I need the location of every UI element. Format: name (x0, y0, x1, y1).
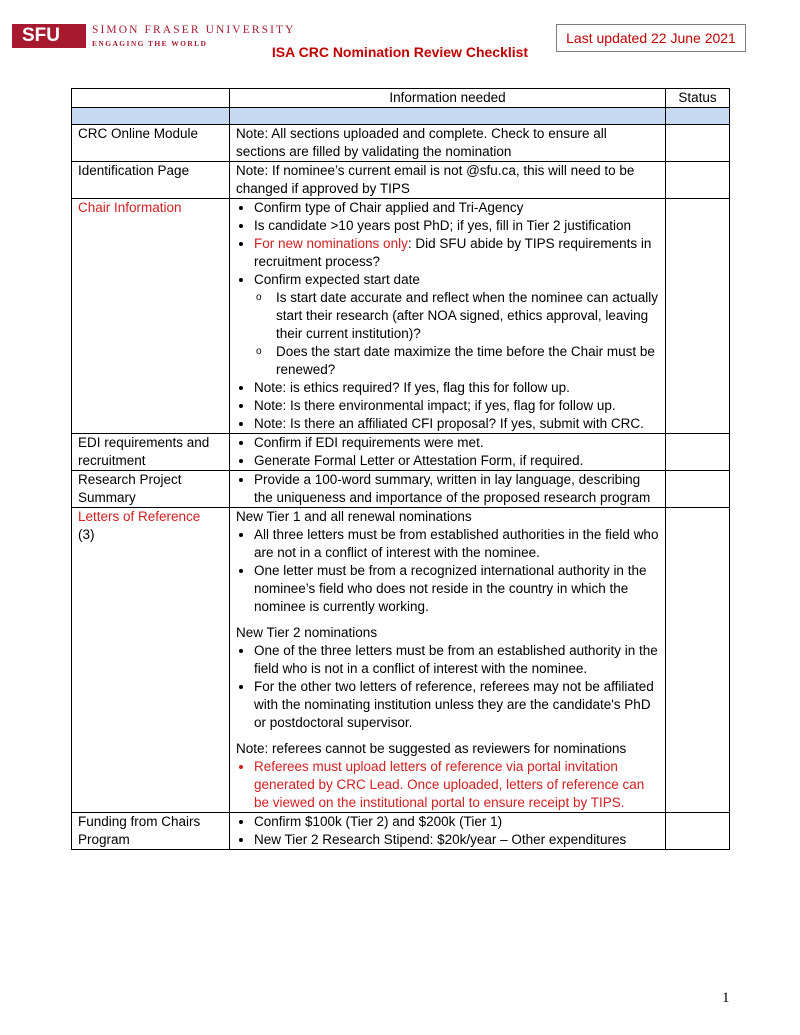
status-cell[interactable] (666, 471, 730, 508)
table-row-funding (72, 813, 730, 850)
header-blank-cell (72, 89, 230, 108)
logo-mark: SFU (12, 24, 86, 48)
last-updated-box: Last updated 22 June 2021 (556, 24, 746, 52)
bullet-list (236, 758, 659, 812)
bullet-list (236, 526, 659, 616)
logo-tagline: ENGAGING THE WORLD (92, 38, 208, 48)
list-item: • New Tier 2 Research Stipend: $20k/year – Other expenditures (254, 831, 659, 849)
status-cell[interactable] (666, 199, 730, 434)
list-item: • Confirm type of Chair applied and Tri-Agency (254, 199, 659, 217)
status-cell[interactable] (666, 434, 730, 471)
table-header-row (72, 89, 730, 108)
table-row-chair-info (72, 199, 730, 434)
row-info (230, 813, 666, 850)
row-label: CRC Online Module (72, 125, 230, 162)
bullet-list (236, 471, 659, 507)
sub-list-item: o Is start date accurate and reflect when the nominee can actually start their research (after NOA signed, ethics approval, leaving their current institution)? (276, 289, 659, 343)
subheading: New Tier 1 and all renewal nominations (236, 509, 472, 524)
status-cell[interactable] (666, 162, 730, 199)
sub-list-item: o Does the start date maximize the time before the Chair must be renewed? (276, 343, 659, 379)
list-item: • Generate Formal Letter or Attestation Form, if required. (254, 452, 659, 470)
table-row-edi (72, 434, 730, 471)
list-item: • Is candidate >10 years post PhD; if yes, fill in Tier 2 justification (254, 217, 659, 235)
logo-name: SIMON FRASER UNIVERSITY (92, 24, 296, 36)
bullet-list (236, 199, 659, 433)
red-text: For new nominations only (254, 236, 408, 251)
table-row-identification (72, 162, 730, 199)
row-label: Chair Information (72, 199, 230, 434)
note: Note: referees cannot be suggested as reviewers for nominations (236, 741, 627, 756)
table-row-online-module (72, 125, 730, 162)
row-info (230, 508, 666, 813)
list-item: • For new nominations only: Did SFU abide by TIPS requirements in recruitment process? (254, 235, 659, 271)
status-cell[interactable] (666, 508, 730, 813)
list-item: • Provide a 100-word summary, written in lay language, describing the uniqueness and importance of the proposed research program (254, 471, 659, 507)
list-item: • One letter must be from a recognized international authority in the nominee’s field who does not reside in the country in which the nominee is currently working. (254, 562, 659, 616)
header-status: Status (666, 89, 730, 108)
list-item: • Note: is ethics required? If yes, flag this for follow up. (254, 379, 659, 397)
list-item: • All three letters must be from established authorities in the field who are not in a conflict of interest with the nominee. (254, 526, 659, 562)
bullet-list (236, 813, 659, 849)
list-item: • Referees must upload letters of reference via portal invitation generated by CRC Lead. Once uploaded, letters of reference can be viewed on the institutional portal to ensure receipt by TIPS. (254, 758, 659, 812)
list-item: • One of the three letters must be from an established authority in the field who is not in a conflict of interest with the nominee. (254, 642, 659, 678)
status-cell[interactable] (666, 125, 730, 162)
status-cell[interactable] (666, 813, 730, 850)
document-title: ISA CRC Nomination Review Checklist (271, 44, 529, 60)
header-info-needed: Information needed (230, 89, 666, 108)
bullet-list (236, 434, 659, 470)
row-label: Research Project Summary (72, 471, 230, 508)
page-number: 1 (722, 990, 730, 1006)
row-info (230, 471, 666, 508)
shaded-row (72, 108, 730, 125)
list-item: • For the other two letters of reference, referees may not be affiliated with the nominating institution unless they are the candidate's PhD or postdoctoral supervisor. (254, 678, 659, 732)
sub-list (254, 289, 659, 379)
table-row-letters (72, 508, 730, 813)
row-info (230, 199, 666, 434)
row-label: EDI requirements and recruitment (72, 434, 230, 471)
list-item: • Confirm if EDI requirements were met. (254, 434, 659, 452)
list-item: • Confirm $100k (Tier 2) and $200k (Tier 1) (254, 813, 659, 831)
row-label: Identification Page (72, 162, 230, 199)
list-item: • Note: Is there environmental impact; if yes, flag for follow up. (254, 397, 659, 415)
checklist-table (71, 88, 730, 850)
list-item: • Note: Is there an affiliated CFI proposal? If yes, submit with CRC. (254, 415, 659, 433)
bullet-list (236, 642, 659, 732)
row-label: Funding from Chairs Program (72, 813, 230, 850)
row-label: Letters of Reference (3) (72, 508, 230, 813)
subheading: New Tier 2 nominations (236, 625, 378, 640)
table-row-research-summary (72, 471, 730, 508)
row-info: Note: All sections uploaded and complete. Check to ensure all sections are filled by validating the nomination (230, 125, 666, 162)
list-item: • Confirm expected start date o Is start date accurate and reflect when the nominee can actually start their research (after NOA signed, ethics approval, leaving their current institution)? o Does the start date maximize the time before the Chair must be renewed? (254, 271, 659, 379)
row-info: Note: If nominee’s current email is not @sfu.ca, this will need to be changed if approved by TIPS (230, 162, 666, 199)
row-info (230, 434, 666, 471)
